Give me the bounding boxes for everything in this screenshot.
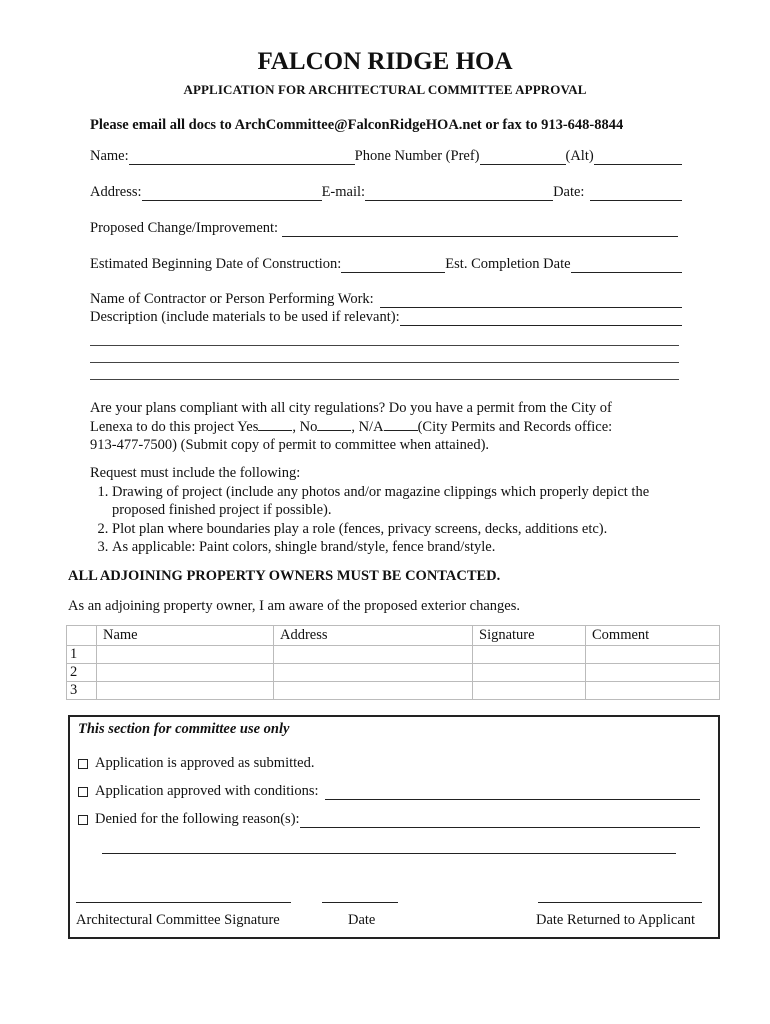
owner-address-cell[interactable] [274, 646, 473, 664]
table-header-row [67, 626, 720, 646]
phone-pref-label: Phone Number (Pref) [354, 148, 480, 164]
form-title: FALCON RIDGE HOA [257, 48, 513, 75]
owner-name-cell[interactable] [97, 664, 274, 682]
date-label: Date: [553, 184, 585, 200]
yes-label: Lenexa to do this project Yes [90, 419, 259, 435]
row-number: 2 [67, 664, 97, 682]
phone-alt-label: (Alt) [565, 148, 594, 164]
adjoining-heading: ALL ADJOINING PROPERTY OWNERS MUST BE CONTACTED. [68, 568, 501, 584]
submit-instructions: Please email all docs to ArchCommittee@FalconRidgeHOA.net or fax to 913-648-8844 [90, 117, 624, 133]
owner-signature-cell[interactable] [473, 682, 586, 700]
description-line-1[interactable] [90, 345, 679, 346]
denied-checkbox[interactable] [78, 815, 88, 825]
denied-reason-line[interactable] [102, 853, 676, 854]
description-line-2[interactable] [90, 362, 679, 363]
name-phone-row [90, 148, 682, 165]
na-blank[interactable] [384, 417, 418, 431]
date-returned-label: Date Returned to Applicant [536, 912, 696, 928]
table-row [67, 646, 720, 664]
requirements-intro: Request must include the following: [90, 465, 301, 481]
proposed-change-row [90, 220, 682, 237]
address-email-row [90, 184, 682, 201]
address-field[interactable] [142, 185, 322, 201]
proposed-change-label: Proposed Change/Improvement: [90, 220, 279, 236]
row-number-header [67, 626, 97, 646]
description-field[interactable] [400, 310, 682, 326]
form-subtitle: APPLICATION FOR ARCHITECTURAL COMMITTEE APPROVAL [183, 82, 587, 97]
adjoining-owners-table [66, 625, 720, 700]
contractor-label: Name of Contractor or Person Performing Work: [90, 291, 374, 307]
name-label: Name: [90, 148, 129, 164]
column-header-address: Address [274, 626, 473, 646]
requirement-item: 2. Plot plan where boundaries play a role (fences, privacy screens, decks, additions etc). [112, 520, 680, 539]
no-label: , No [292, 419, 318, 435]
owner-address-cell[interactable] [274, 682, 473, 700]
conditions-checkbox[interactable] [78, 787, 88, 797]
committee-date-label: Date [348, 912, 376, 928]
approved-checkbox[interactable] [78, 759, 88, 769]
owner-comment-cell[interactable] [586, 682, 720, 700]
est-completion-label: Est. Completion Date [445, 256, 571, 272]
column-header-comment: Comment [586, 626, 720, 646]
est-begin-label: Estimated Beginning Date of Construction: [90, 256, 342, 272]
description-row [90, 309, 682, 326]
adjoining-statement: As an adjoining property owner, I am aware of the proposed exterior changes. [68, 598, 520, 614]
email-label: E-mail: [321, 184, 366, 200]
description-label: Description (include materials to be used if relevant): [90, 309, 400, 325]
compliance-line-1: Are your plans compliant with all city regulations? Do you have a permit from the City of [90, 400, 612, 416]
conditions-field[interactable] [325, 784, 700, 800]
contractor-field[interactable] [380, 292, 682, 308]
committee-signature-label: Architectural Committee Signature [76, 912, 280, 928]
owner-signature-cell[interactable] [473, 664, 586, 682]
na-label: , N/A [351, 419, 384, 435]
table-row [67, 664, 720, 682]
email-field[interactable] [365, 185, 553, 201]
compliance-line-2 [90, 417, 680, 436]
row-number: 1 [67, 646, 97, 664]
date-returned-line[interactable] [538, 902, 702, 903]
denied-option[interactable] [78, 811, 700, 828]
owner-signature-cell[interactable] [473, 646, 586, 664]
requirement-item: 3. As applicable: Paint colors, shingle brand/style, fence brand/style. [112, 538, 680, 557]
conditions-option[interactable] [78, 783, 700, 800]
no-blank[interactable] [317, 417, 351, 431]
compliance-question [90, 399, 680, 454]
committee-use-section [68, 715, 720, 939]
denied-reason-field[interactable] [300, 812, 700, 828]
committee-heading: This section for committee use only [78, 721, 290, 737]
owner-name-cell[interactable] [97, 646, 274, 664]
approved-label: Application is approved as submitted. [95, 755, 315, 771]
address-label: Address: [90, 184, 142, 200]
denied-label: Denied for the following reason(s): [95, 811, 300, 827]
committee-signature-line[interactable] [76, 902, 291, 903]
est-completion-field[interactable] [571, 257, 682, 273]
name-field[interactable] [129, 149, 355, 165]
construction-dates-row [90, 256, 682, 273]
conditions-label: Application approved with conditions: [95, 783, 319, 799]
owner-name-cell[interactable] [97, 682, 274, 700]
committee-date-line[interactable] [322, 902, 398, 903]
date-field[interactable] [590, 185, 682, 201]
description-line-3[interactable] [90, 379, 679, 380]
owner-address-cell[interactable] [274, 664, 473, 682]
compliance-line-3: 913-477-7500) (Submit copy of permit to committee when attained). [90, 437, 490, 453]
est-begin-field[interactable] [341, 257, 445, 273]
phone-alt-field[interactable] [594, 149, 682, 165]
phone-pref-field[interactable] [480, 149, 566, 165]
proposed-change-field[interactable] [282, 221, 678, 237]
requirement-item: 1. Drawing of project (include any photos and/or magazine clippings which properly depict the proposed finished project if possible). [112, 483, 680, 520]
table-row [67, 682, 720, 700]
row-number: 3 [67, 682, 97, 700]
column-header-signature: Signature [473, 626, 586, 646]
contractor-row [90, 291, 682, 308]
permits-office-label: (City Permits and Records office: [417, 419, 613, 435]
owner-comment-cell[interactable] [586, 646, 720, 664]
requirements-list [90, 483, 680, 557]
owner-comment-cell[interactable] [586, 664, 720, 682]
approved-option[interactable] [78, 755, 314, 772]
yes-blank[interactable] [258, 417, 292, 431]
column-header-name: Name [97, 626, 274, 646]
requirements-section [90, 464, 680, 557]
